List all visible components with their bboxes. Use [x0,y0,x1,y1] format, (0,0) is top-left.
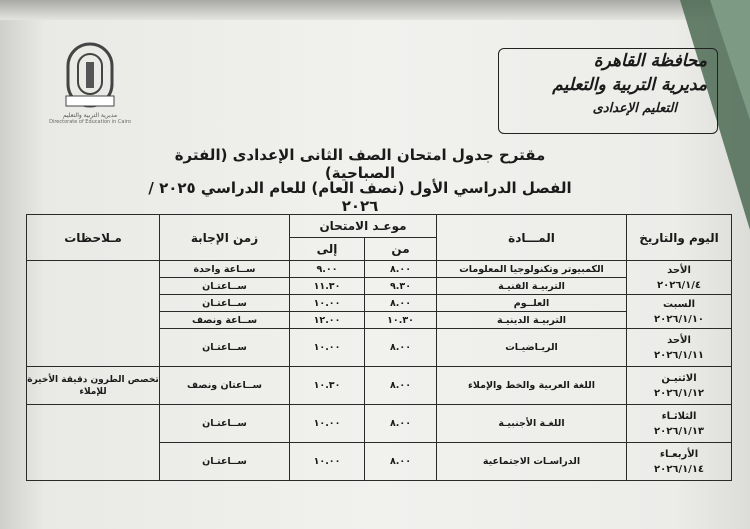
subject-cell: اللغـة الأجنبيـة [437,405,627,443]
header-duration: زمن الإجابة [160,215,290,261]
to-cell: ١٠.٠٠ [290,443,365,481]
subject-cell: اللغة العربية والخط والإملاء [437,367,627,405]
duration-cell: ســاعة واحدة [160,261,290,278]
duration-cell: ســاعة ونصف [160,312,290,329]
department-name: التعليم الإعدادى [592,101,677,116]
table-row [27,261,732,278]
subject-cell: التربيـة الدينيـة [437,312,627,329]
subject-cell: العلــوم [437,295,627,312]
from-cell: ٨.٠٠ [365,367,437,405]
day-name: الثلاثـاء [661,410,697,422]
subject-cell: التربيـة الفنيـة [437,278,627,295]
header-day-date: اليوم والتاريخ [627,215,732,261]
exam-date: ٢٠٢٦/١/١٣ [654,425,705,437]
day-name: الأحد [667,264,691,276]
duration-cell: ســاعتـان [160,443,290,481]
header-to: إلى [290,238,365,261]
page-edge-shadow [0,0,750,20]
to-cell: ١٠.٣٠ [290,367,365,405]
day-name: الاثنيـن [661,372,697,384]
duration-cell: ســاعتـان [160,329,290,367]
duration-cell: ســاعتـان [160,278,290,295]
table-row [27,367,732,405]
governorate-name: محافظة القاهرة [593,51,707,71]
day-date-cell [627,367,732,405]
subject-cell: الريـاضيـات [437,329,627,367]
subject-cell: الدراسـات الاجتماعية [437,443,627,481]
to-cell: ٩.٠٠ [290,261,365,278]
header-subject: المـــادة [437,215,627,261]
day-date-cell [627,443,732,481]
day-date-cell [627,329,732,367]
to-cell: ١٠.٠٠ [290,295,365,312]
table-row [27,405,732,443]
day-date-cell [627,261,732,295]
duration-cell: ســاعتـان [160,295,290,312]
logo-caption-arabic: مديرية التربية والتعليم [62,112,118,119]
cairo-directorate-logo [40,40,140,135]
from-cell: ٨.٠٠ [365,443,437,481]
notes-cell: تخصص الطرون دقيقة الأخيرة للإملاء [27,367,160,405]
day-date-cell [627,405,732,443]
subject-cell: الكمبيوتر وتكنولوجيا المعلومات [437,261,627,278]
header-from: من [365,238,437,261]
from-cell: ٨.٠٠ [365,329,437,367]
to-cell: ١٠.٠٠ [290,405,365,443]
document-subtitle: الفصل الدراسي الأول (نصف العام) للعام الدراسي ٢٠٢٥ / ٢٠٢٦ [148,179,572,215]
duration-cell: ســاعتان ونصف [160,367,290,405]
logo-emblem-icon [60,40,120,110]
day-name: السبت [663,298,696,310]
day-name: الأربعـاء [659,448,699,460]
day-date-cell [627,295,732,329]
logo-caption-english: Directorate of Education in Cairo [49,119,131,125]
header-exam-time: موعـد الامتحان [290,215,437,238]
exam-date: ٢٠٢٦/١/٤ [657,279,701,291]
header-notes: مـلاحظات [27,215,160,261]
to-cell: ١٢.٠٠ [290,312,365,329]
directorate-name: مديرية التربية والتعليم [552,75,707,95]
exam-date: ٢٠٢٦/١/١٢ [654,387,705,399]
exam-date: ٢٠٢٦/١/١٤ [654,463,705,475]
to-cell: ١٠.٠٠ [290,329,365,367]
exam-schedule-table [26,214,732,481]
day-name: الأحد [667,334,691,346]
directorate-header [498,48,718,134]
from-cell: ٨.٠٠ [365,295,437,312]
from-cell: ٩.٣٠ [365,278,437,295]
document-title: مقترح جدول امتحان الصف الثانى الإعدادى (الفترة الصباحية) [174,146,546,182]
duration-cell: ســاعتـان [160,405,290,443]
from-cell: ٨.٠٠ [365,261,437,278]
notes-cell [27,261,160,367]
table-header-row [27,215,732,238]
to-cell: ١١.٣٠ [290,278,365,295]
exam-date: ٢٠٢٦/١/١١ [654,349,705,361]
exam-date: ٢٠٢٦/١/١٠ [654,313,705,325]
from-cell: ٨.٠٠ [365,405,437,443]
notes-cell [27,405,160,481]
from-cell: ١٠.٣٠ [365,312,437,329]
